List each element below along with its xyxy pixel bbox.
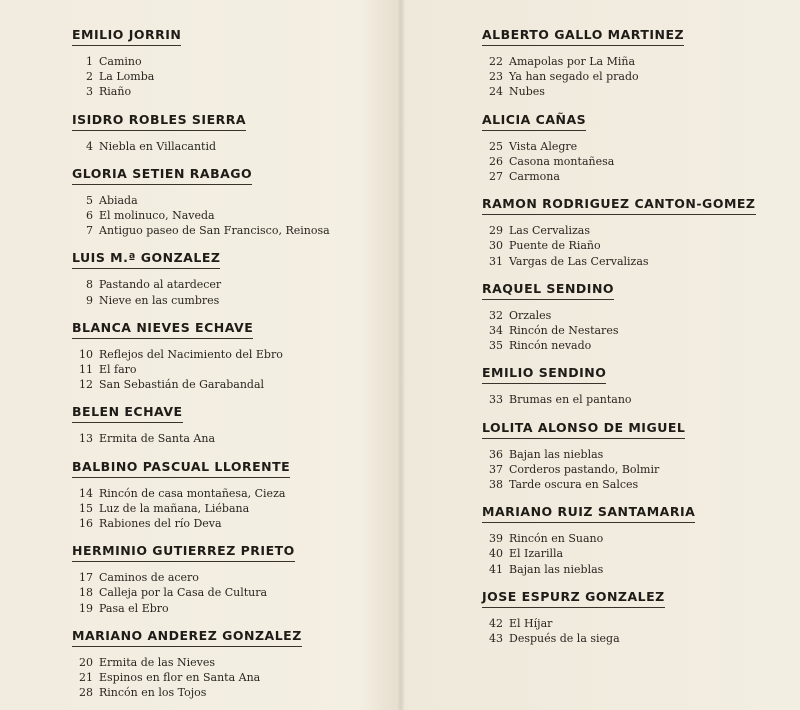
artwork-entry: [482, 223, 800, 238]
artwork-title: Reflejos del Nacimiento del Ebro: [99, 347, 283, 361]
page-fold: [398, 0, 404, 710]
artwork-entry: [482, 323, 800, 338]
artwork-entry: [482, 616, 800, 631]
artwork-title: El faro: [99, 363, 137, 377]
artwork-entry: [482, 546, 800, 561]
artwork-number: 25: [489, 139, 503, 153]
artwork-number: 36: [489, 447, 503, 461]
artist-section: [482, 362, 800, 407]
artist-name: MARIANO ANDEREZ GONZALEZ: [72, 628, 302, 647]
artwork-title: Puente de Riaño: [509, 239, 601, 253]
artwork-title: Pasa el Ebro: [99, 601, 169, 615]
artwork-number: 32: [489, 308, 503, 322]
artist-section: [72, 456, 392, 532]
artist-name: EMILIO JORRIN: [72, 27, 181, 46]
artist-name: GLORIA SETIEN RABAGO: [72, 166, 252, 185]
artist-section: [72, 24, 392, 100]
artwork-entry: [482, 338, 800, 353]
artwork-title: Casona montañesa: [509, 154, 615, 168]
artwork-title: El Izarilla: [509, 547, 564, 561]
artwork-number: 30: [489, 239, 503, 253]
artwork-title: Las Cervalizas: [509, 224, 590, 238]
artwork-entry: [72, 377, 392, 392]
artwork-title: El molinuco, Naveda: [99, 209, 215, 223]
artist-section: [482, 193, 800, 269]
artwork-title: Caminos de acero: [99, 571, 199, 585]
artwork-entry: [72, 69, 392, 84]
artist-section: [72, 109, 392, 154]
artist-name: BLANCA NIEVES ECHAVE: [72, 320, 253, 339]
artist-name: LUIS M.ª GONZALEZ: [72, 250, 220, 269]
artwork-number: 13: [79, 432, 93, 446]
artist-name: JOSE ESPURZ GONZALEZ: [482, 589, 665, 608]
artist-name: HERMINIO GUTIERREZ PRIETO: [72, 543, 295, 562]
artwork-number: 43: [489, 632, 503, 646]
artwork-number: 28: [79, 686, 93, 700]
artwork-title: Rincón de Nestares: [509, 324, 619, 338]
artwork-title: Vista Alegre: [509, 139, 578, 153]
artwork-number: 31: [489, 254, 503, 268]
artwork-title: Rincón en Suano: [509, 532, 604, 546]
artwork-title: Orzales: [509, 308, 552, 322]
artwork-title: Abiada: [99, 193, 138, 207]
artwork-entry: [72, 601, 392, 616]
artist-name: RAQUEL SENDINO: [482, 281, 614, 300]
artwork-number: 18: [79, 586, 93, 600]
artwork-entry: [482, 238, 800, 253]
artwork-title: Tarde oscura en Salces: [509, 478, 639, 492]
left-column: [72, 24, 392, 709]
artwork-entry: [482, 169, 800, 184]
artist-section: [482, 501, 800, 577]
artwork-entry: [482, 154, 800, 169]
artist-name: MARIANO RUIZ SANTAMARIA: [482, 504, 695, 523]
artwork-title: Vargas de Las Cervalizas: [509, 254, 649, 268]
artwork-number: 20: [79, 655, 93, 669]
artwork-number: 23: [489, 70, 503, 84]
artwork-title: Después de la siega: [509, 632, 620, 646]
artwork-number: 4: [86, 139, 93, 153]
artwork-number: 39: [489, 532, 503, 546]
artwork-entry: [72, 54, 392, 69]
artist-section: [72, 625, 392, 701]
artwork-title: Brumas en el pantano: [509, 393, 632, 407]
artwork-title: El Híjar: [509, 616, 553, 630]
artist-section: [72, 163, 392, 239]
artist-section: [72, 540, 392, 616]
artwork-number: 41: [489, 562, 503, 576]
artwork-title: Rincón de casa montañesa, Cieza: [99, 486, 286, 500]
artist-name: BELEN ECHAVE: [72, 404, 183, 423]
artwork-title: Ya han segado el prado: [509, 70, 639, 84]
artwork-title: Bajan las nieblas: [509, 562, 604, 576]
artwork-number: 12: [79, 378, 93, 392]
artwork-entry: [72, 585, 392, 600]
artwork-title: Luz de la mañana, Liébana: [99, 501, 250, 515]
artwork-entry: [72, 139, 392, 154]
artwork-number: 1: [86, 55, 93, 68]
artwork-entry: [72, 193, 392, 208]
artwork-entry: [482, 54, 800, 69]
artwork-number: 42: [489, 616, 503, 630]
artwork-entry: [72, 208, 392, 223]
artwork-entry: [482, 392, 800, 407]
artwork-title: San Sebastián de Garabandal: [99, 378, 265, 392]
artwork-entry: [72, 223, 392, 238]
artwork-entry: [72, 501, 392, 516]
artist-name: ALBERTO GALLO MARTINEZ: [482, 27, 684, 46]
artwork-title: Rincón en los Tojos: [99, 686, 207, 700]
artwork-entry: [72, 685, 392, 700]
artist-section: [482, 109, 800, 185]
artwork-title: La Lomba: [99, 70, 155, 84]
artwork-number: 6: [86, 209, 93, 223]
artwork-title: Niebla en Villacantid: [99, 139, 217, 153]
artwork-number: 33: [489, 393, 503, 407]
artwork-entry: [482, 631, 800, 646]
artwork-title: Corderos pastando, Bolmir: [509, 462, 660, 476]
artwork-number: 24: [489, 85, 503, 99]
artwork-number: 2: [86, 70, 93, 84]
artwork-entry: [482, 447, 800, 462]
artist-section: [482, 278, 800, 354]
artwork-title: Pastando al atardecer: [99, 278, 222, 292]
artwork-number: 29: [489, 224, 503, 238]
artwork-number: 37: [489, 462, 503, 476]
artwork-entry: [482, 562, 800, 577]
artwork-entry: [482, 531, 800, 546]
artwork-entry: [72, 516, 392, 531]
artwork-entry: [72, 655, 392, 670]
artwork-number: 26: [489, 154, 503, 168]
artwork-title: Ermita de las Nieves: [99, 655, 215, 669]
artwork-number: 38: [489, 478, 503, 492]
artwork-entry: [482, 254, 800, 269]
artwork-title: Calleja por la Casa de Cultura: [99, 586, 268, 600]
artist-name: ALICIA CAÑAS: [482, 112, 586, 131]
artwork-title: Rabiones del río Deva: [99, 517, 222, 531]
artwork-number: 7: [86, 224, 93, 238]
artwork-number: 35: [489, 339, 503, 353]
artwork-title: Rincón nevado: [509, 339, 592, 353]
artwork-number: 11: [79, 363, 93, 377]
artwork-number: 22: [489, 55, 503, 68]
artwork-entry: [72, 84, 392, 99]
artwork-entry: [482, 69, 800, 84]
artwork-number: 40: [489, 547, 503, 561]
artwork-title: Bajan las nieblas: [509, 447, 604, 461]
artwork-title: Espinos en flor en Santa Ana: [99, 671, 261, 685]
artist-name: ISIDRO ROBLES SIERRA: [72, 112, 246, 131]
artwork-title: Amapolas por La Miña: [509, 55, 636, 68]
artwork-entry: [72, 486, 392, 501]
artist-section: [482, 417, 800, 493]
artwork-number: 27: [489, 170, 503, 184]
artwork-entry: [72, 431, 392, 446]
artist-section: [72, 317, 392, 393]
artist-name: LOLITA ALONSO DE MIGUEL: [482, 420, 685, 439]
artwork-number: 3: [86, 85, 93, 99]
artwork-title: Antiguo paseo de San Francisco, Reinosa: [99, 224, 330, 238]
artwork-entry: [72, 277, 392, 292]
artwork-number: 5: [86, 193, 93, 207]
artwork-entry: [72, 293, 392, 308]
artwork-entry: [482, 139, 800, 154]
artwork-entry: [482, 462, 800, 477]
artwork-entry: [72, 670, 392, 685]
artwork-number: 19: [79, 601, 93, 615]
artwork-entry: [72, 362, 392, 377]
artist-name: RAMON RODRIGUEZ CANTON-GOMEZ: [482, 196, 756, 215]
artist-name: EMILIO SENDINO: [482, 365, 606, 384]
artwork-entry: [482, 477, 800, 492]
artist-section: [72, 247, 392, 307]
artwork-title: Nubes: [509, 85, 545, 99]
artwork-title: Camino: [99, 55, 142, 68]
artist-section: [482, 24, 800, 100]
artwork-entry: [72, 570, 392, 585]
artwork-entry: [72, 347, 392, 362]
artwork-number: 17: [79, 571, 93, 585]
artwork-number: 14: [79, 486, 93, 500]
artist-section: [72, 401, 392, 446]
artwork-number: 10: [79, 347, 93, 361]
artwork-entry: [482, 308, 800, 323]
artist-name: BALBINO PASCUAL LLORENTE: [72, 459, 290, 478]
artwork-entry: [482, 84, 800, 99]
artist-section: [482, 586, 800, 646]
artwork-number: 16: [79, 517, 93, 531]
artwork-number: 8: [86, 278, 93, 292]
artwork-number: 34: [489, 324, 503, 338]
right-column: [482, 24, 800, 655]
artwork-title: Nieve en las cumbres: [99, 293, 220, 307]
artwork-number: 21: [79, 671, 93, 685]
artwork-title: Carmona: [509, 170, 560, 184]
artwork-number: 9: [86, 293, 93, 307]
artwork-title: Riaño: [99, 85, 132, 99]
artwork-number: 15: [79, 501, 93, 515]
artwork-title: Ermita de Santa Ana: [99, 432, 215, 446]
